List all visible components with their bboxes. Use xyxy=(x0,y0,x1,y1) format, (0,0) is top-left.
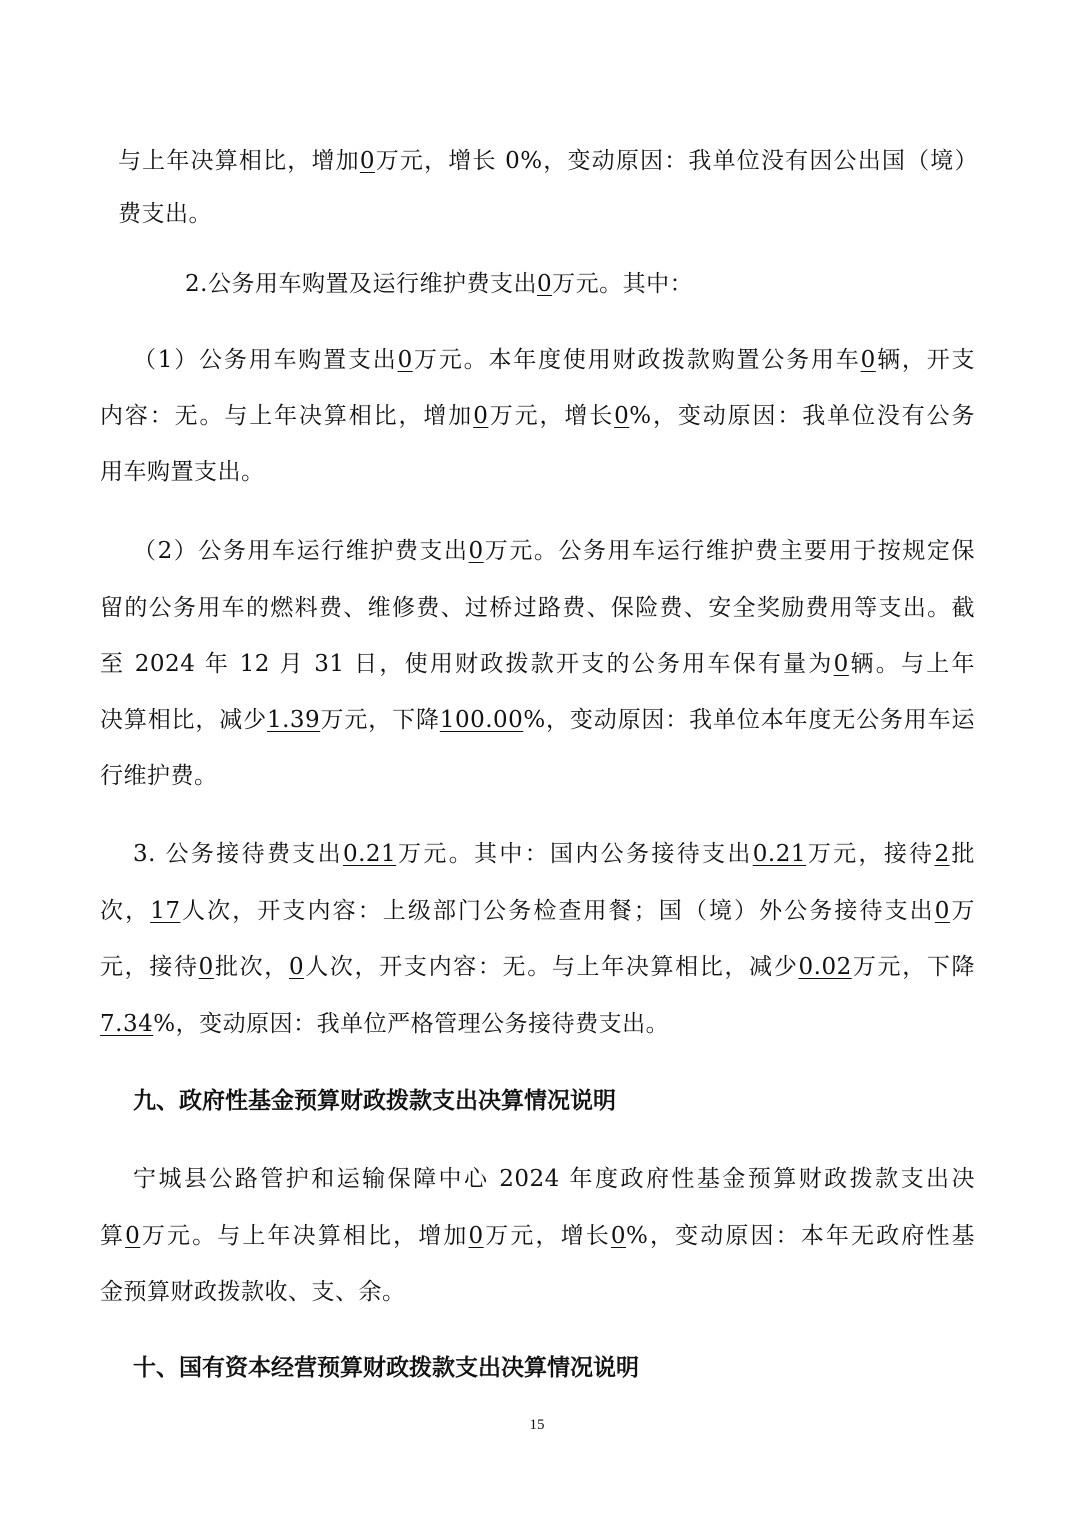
section-heading-9: 九、政府性基金预算财政拨款支出决算情况说明 xyxy=(133,1088,616,1114)
paragraph-line: 用车购置支出。 xyxy=(100,459,265,485)
paragraph-line: 至 2024 年 12 月 31 日，使用财政拨款开支的公务用车保有量为0辆。与上年 xyxy=(100,651,975,677)
paragraph-line: 算0万元。与上年决算相比，增加0万元，增长0%，变动原因：本年无政府性基 xyxy=(100,1223,976,1249)
section-heading-10: 十、国有资本经营预算财政拨款支出决算情况说明 xyxy=(133,1355,639,1381)
paragraph-line: 与上年决算相比，增加0万元，增长 0%，变动原因：我单位没有因公出国（境） xyxy=(118,148,978,174)
paragraph-line: （1）公务用车购置支出0万元。本年度使用财政拨款购置公务用车0辆，开支 xyxy=(133,347,976,373)
paragraph-line: 次，17人次，开支内容：上级部门公务检查用餐；国（境）外公务接待支出0万 xyxy=(100,898,976,924)
paragraph-line: 决算相比，减少1.39万元，下降100.00%，变动原因：我单位本年度无公务用车运 xyxy=(100,707,976,733)
page-number: 15 xyxy=(529,1417,545,1433)
paragraph-line: 元，接待0批次，0人次，开支内容：无。与上年决算相比，减少0.02万元，下降 xyxy=(100,954,976,980)
paragraph-line: 宁城县公路管护和运输保障中心 2024 年度政府性基金预算财政拨款支出决 xyxy=(133,1166,975,1192)
paragraph-line: 7.34%，变动原因：我单位严格管理公务接待费支出。 xyxy=(100,1011,670,1037)
paragraph-line: 3. 公务接待费支出0.21万元。其中：国内公务接待支出0.21万元，接待2批 xyxy=(133,841,975,867)
paragraph-line: 留的公务用车的燃料费、维修费、过桥过路费、保险费、安全奖励费用等支出。截 xyxy=(100,595,975,621)
paragraph-line: 金预算财政拨款收、支、余。 xyxy=(100,1279,406,1305)
paragraph-line: 费支出。 xyxy=(118,201,212,227)
subsection-heading-line: 2.公务用车购置及运行维护费支出0万元。其中： xyxy=(185,271,694,297)
paragraph-line: 行维护费。 xyxy=(100,763,218,789)
paragraph-line: （2）公务用车运行维护费支出0万元。公务用车运行维护费主要用于按规定保 xyxy=(133,538,975,564)
paragraph-line: 内容：无。与上年决算相比，增加0万元，增长0%，变动原因：我单位没有公务 xyxy=(100,403,976,429)
